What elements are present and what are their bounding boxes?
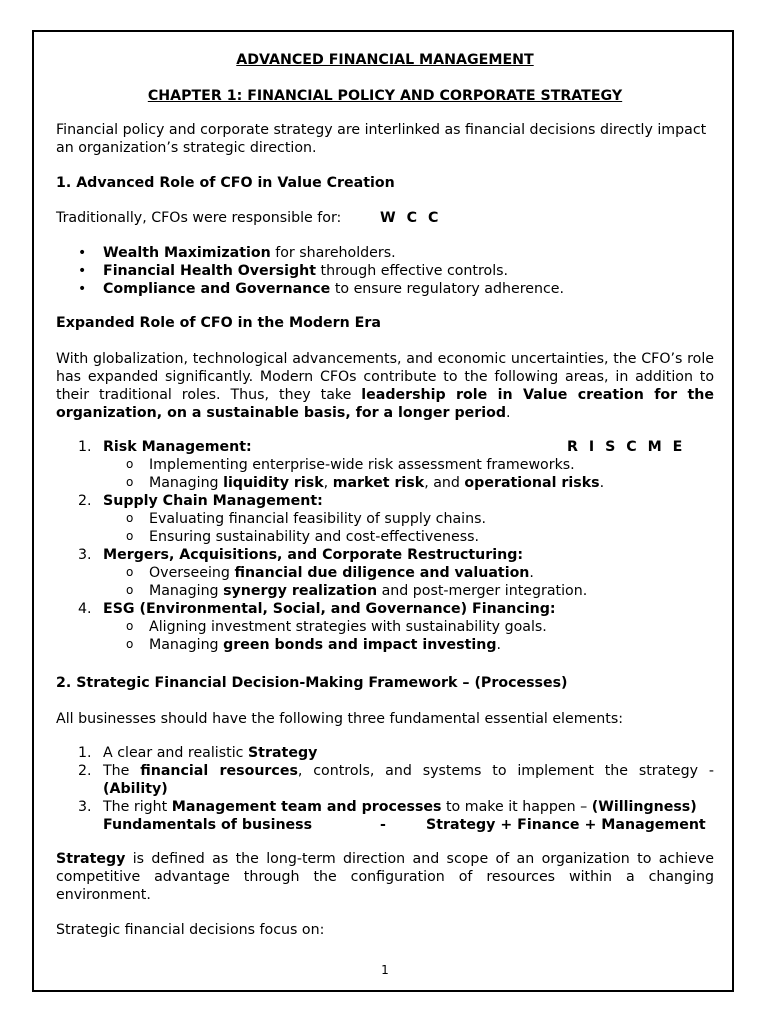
role-sublist <box>56 618 714 654</box>
role-item: 3. Mergers, Acquisitions, and Corporate Restructuring: o Overseeing financial due diligence and valuation. o Managing synergy realization and post-merger integration. <box>56 546 714 600</box>
roles-mnemonic: R I S C M E <box>567 439 686 455</box>
role-item: 2. Supply Chain Management: o Evaluating financial feasibility of supply chains. o Ensuring sustainability and cost-effectiveness. <box>56 492 714 546</box>
roles-list <box>56 438 714 654</box>
element-item: 1. A clear and realistic Strategy <box>78 745 318 761</box>
intro-paragraph: Financial policy and corporate strategy are interlinked as financial decisions directly impact an organization’s strategic direction. <box>56 122 707 156</box>
role-subitem: o Managing synergy realization and post-merger integration. <box>56 582 714 600</box>
section1-heading: 1. Advanced Role of CFO in Value Creation <box>56 175 395 191</box>
role-subitem: o Evaluating financial feasibility of supply chains. <box>56 510 714 528</box>
role-sublist <box>56 510 714 546</box>
section2-intro: All businesses should have the following three fundamental essential elements: <box>56 711 624 727</box>
role-sublist <box>56 456 714 492</box>
role-sublist <box>56 564 714 600</box>
traditional-list <box>56 244 714 298</box>
role-subitem: o Managing liquidity risk, market risk, and operational risks. <box>56 474 714 492</box>
fundamentals-dash: - <box>380 817 386 833</box>
element-item: 2. The financial resources, controls, and systems to implement the strategy - (Ability) <box>78 763 714 797</box>
page-frame <box>32 30 734 992</box>
role-subitem: o Managing green bonds and impact investing. <box>56 636 714 654</box>
traditional-line: Traditionally, CFOs were responsible for: <box>56 210 342 226</box>
role-subitem: o Overseeing financial due diligence and valuation. <box>56 564 714 582</box>
fundamentals-formula: Strategy + Finance + Management <box>426 817 706 833</box>
page-number: 1 <box>381 963 389 977</box>
role-item: 4. ESG (Environmental, Social, and Governance) Financing: o Aligning investment strategies with sustainability goals. o Managing green bonds and impact investing. <box>56 600 714 654</box>
chapter-title: CHAPTER 1: FINANCIAL POLICY AND CORPORATE STRATEGY <box>147 88 623 104</box>
document-title: ADVANCED FINANCIAL MANAGEMENT <box>236 52 534 68</box>
fundamentals-label: Fundamentals of business <box>103 817 313 833</box>
traditional-item: • Financial Health Oversight through effective controls. <box>56 262 714 280</box>
element-item: 3. The right Management team and processes to make it happen – (Willingness) <box>78 799 697 815</box>
traditional-item: • Compliance and Governance to ensure regulatory adherence. <box>56 280 714 298</box>
role-subitem: o Implementing enterprise-wide risk assessment frameworks. <box>56 456 714 474</box>
section2-heading: 2. Strategic Financial Decision-Making Framework – (Processes) <box>56 675 568 691</box>
expanded-paragraph: With globalization, technological advancements, and economic uncertainties, the CFO’s role has expanded significantly. Modern CFOs contribute to the following areas, in addition to their traditional roles. Thus, they take leadership role in Value creation for the organization, on a sustainable basis, for a longer period. <box>56 351 714 421</box>
elements-list <box>56 744 714 816</box>
role-subitem: o Aligning investment strategies with sustainability goals. <box>56 618 714 636</box>
role-subitem: o Ensuring sustainability and cost-effectiveness. <box>56 528 714 546</box>
traditional-item: • Wealth Maximization for shareholders. <box>56 244 714 262</box>
role-item: 1. Risk Management: o Implementing enterprise-wide risk assessment frameworks. o Managing liquidity risk, market risk, and operational risks. <box>56 438 714 492</box>
traditional-mnemonic: W C C <box>380 210 442 226</box>
expanded-heading: Expanded Role of CFO in the Modern Era <box>56 315 381 331</box>
strategy-definition: Strategy is defined as the long-term direction and scope of an organization to achieve competitive advantage through the configuration of resources within a changing environment. <box>56 851 714 903</box>
focus-line: Strategic financial decisions focus on: <box>56 922 325 938</box>
